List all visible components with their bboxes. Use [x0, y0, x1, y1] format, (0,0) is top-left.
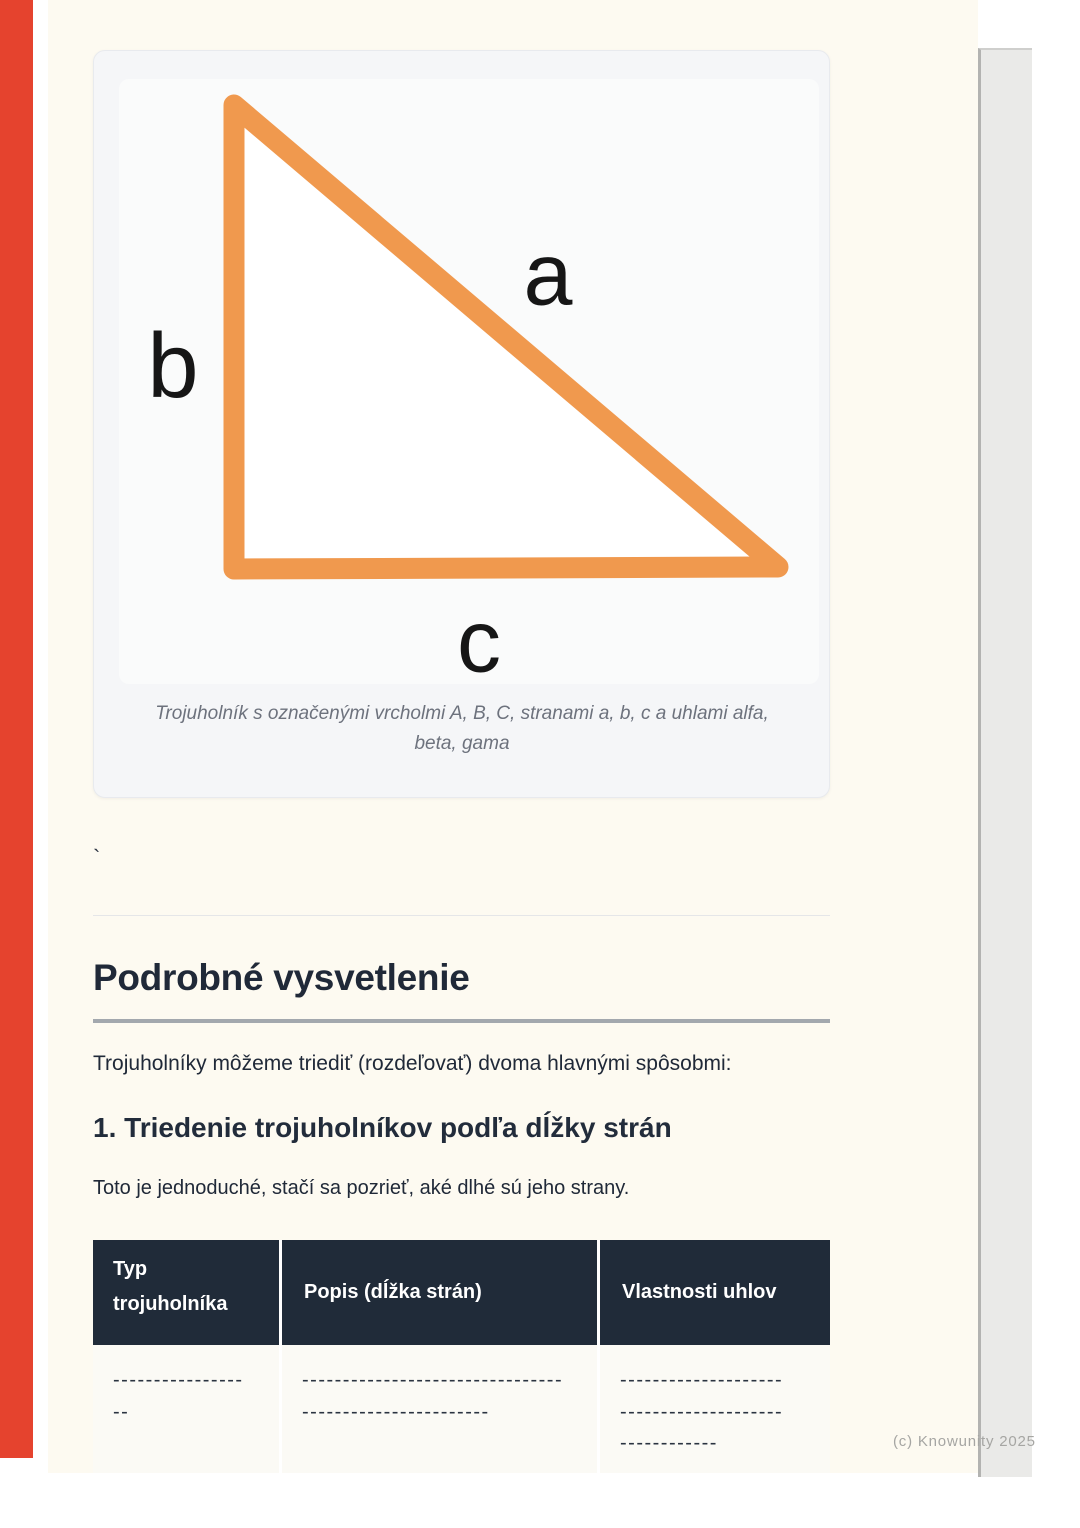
table-cell-description — [279, 1345, 597, 1473]
title-underline — [93, 1019, 830, 1023]
red-accent-bar — [0, 0, 33, 1458]
page-title: Podrobné vysvetlenie — [93, 957, 470, 998]
scrollbar-track[interactable] — [978, 48, 1032, 1477]
table-cell-angles — [597, 1345, 830, 1473]
figure-card — [93, 50, 830, 798]
triangle-figure-area — [119, 79, 819, 684]
side-label-b: b — [147, 315, 199, 417]
triangle-shape — [234, 105, 778, 569]
table-header-row — [93, 1240, 830, 1345]
placeholder-dashes: ----------------------- — [302, 1400, 490, 1423]
triangle-diagram — [119, 79, 819, 684]
table-row — [93, 1345, 830, 1473]
table-cell-type — [93, 1345, 279, 1473]
subsection-paragraph: Toto je jednoduché, stačí sa pozrieť, aké dlhé sú jeho strany. — [93, 1177, 630, 1199]
side-label-a: a — [523, 224, 573, 324]
placeholder-dashes: -- — [113, 1400, 130, 1423]
table-header-type: Typ trojuholníka — [113, 1258, 228, 1315]
copyright-watermark: (c) Knowunity 2025 — [893, 1433, 1036, 1450]
intro-paragraph: Trojuholníky môžeme triediť (rozdeľovať) dvoma hlavnými spôsobmi: — [93, 1052, 732, 1075]
side-label-c: c — [457, 591, 501, 684]
figure-caption-line2: beta, gama — [414, 733, 510, 754]
stray-backtick: ` — [93, 845, 101, 870]
placeholder-dashes: -------------------- — [620, 1400, 784, 1423]
classification-table — [93, 1240, 830, 1473]
placeholder-dashes: -------------------------------- — [302, 1369, 564, 1391]
table-header-description: Popis (dĺžka strán) — [279, 1240, 597, 1345]
subsection-heading: 1. Triedenie trojuholníkov podľa dĺžky strán — [93, 1112, 672, 1143]
table-header-angles: Vlastnosti uhlov — [597, 1240, 830, 1345]
section-divider — [93, 915, 830, 916]
placeholder-dashes: ------------ — [620, 1432, 718, 1454]
document-page — [48, 0, 978, 1473]
figure-caption-line1: Trojuholník s označenými vrcholmi A, B, C, stranami a, b, c a uhlami alfa, — [155, 703, 769, 724]
placeholder-dashes: ---------------- — [113, 1369, 244, 1391]
figure-caption — [118, 699, 806, 759]
placeholder-dashes: -------------------- — [620, 1369, 784, 1391]
